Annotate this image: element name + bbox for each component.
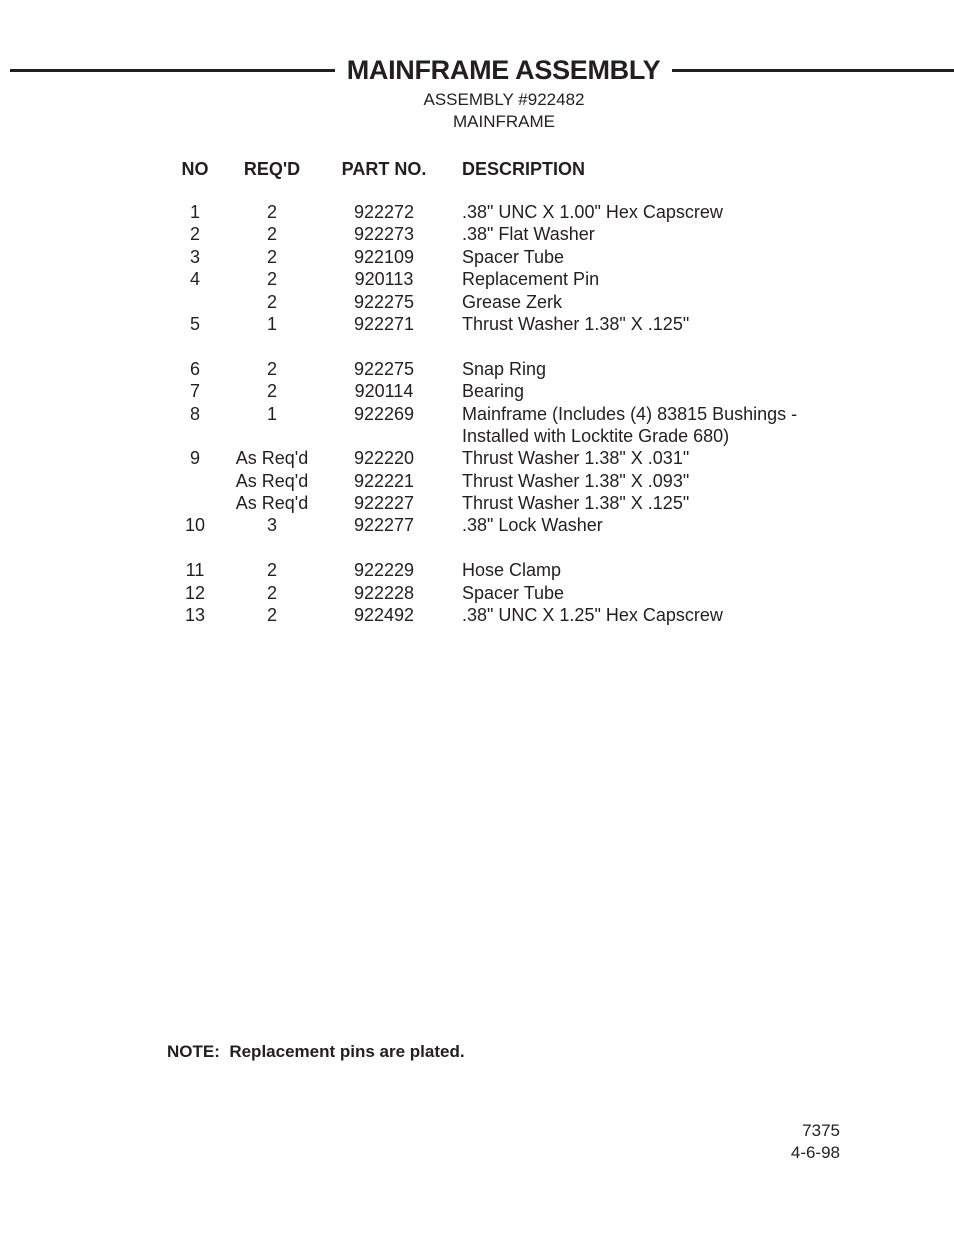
part-description: Spacer Tube: [462, 582, 565, 603]
quantity-required: 2: [266, 381, 277, 402]
table-row: [0, 201, 954, 223]
quantity-required: 2: [266, 202, 277, 222]
part-description: Snap Ring: [462, 358, 547, 379]
item-number: 7: [189, 381, 200, 402]
quantity-required: As Req'd: [235, 470, 309, 491]
part-description: Thrust Washer 1.38" X .093": [462, 470, 690, 491]
part-description: Grease Zerk: [462, 291, 563, 312]
part-description: .38" UNC X 1.25" Hex Capscrew: [462, 605, 723, 626]
part-description: Bearing: [462, 381, 525, 402]
part-number: 922269: [353, 403, 415, 424]
quantity-required: 2: [266, 224, 277, 245]
table-row: [0, 403, 954, 425]
part-description: Mainframe (Includes (4) 83815 Bushings -: [462, 403, 798, 424]
column-header-description: DESCRIPTION: [462, 159, 586, 179]
part-description: Replacement Pin: [462, 269, 600, 290]
table-row: [0, 291, 954, 313]
title-rule-right: [672, 69, 954, 72]
item-number: 3: [189, 246, 200, 267]
item-number: 2: [189, 224, 200, 245]
part-number: 922109: [353, 246, 415, 267]
table-row: [0, 582, 954, 604]
column-header-no: NO: [181, 159, 209, 179]
part-number: 922221: [353, 470, 415, 491]
part-number: 920114: [354, 381, 414, 402]
column-header-part-no: PART NO.: [341, 159, 427, 179]
part-number: 922227: [353, 493, 415, 514]
quantity-required: As Req'd: [235, 448, 309, 469]
table-row: [0, 358, 954, 380]
table-row: [0, 425, 954, 447]
page-number: 7375: [802, 1121, 840, 1140]
table-row: [0, 447, 954, 469]
title-rule-left: [10, 69, 335, 72]
part-number: 922273: [353, 224, 415, 245]
part-description: Thrust Washer 1.38" X .125": [462, 313, 690, 334]
item-number: 13: [184, 605, 206, 626]
group-spacer: [0, 537, 954, 559]
quantity-required: 2: [266, 582, 277, 603]
part-number: 920113: [354, 269, 414, 290]
quantity-required: 2: [266, 291, 277, 312]
table-row: [0, 380, 954, 402]
quantity-required: 1: [266, 313, 277, 334]
item-number: 5: [189, 313, 200, 334]
quantity-required: As Req'd: [235, 493, 309, 514]
part-description: .38" Lock Washer: [462, 515, 603, 536]
parts-list: [0, 201, 954, 626]
part-number: 922271: [353, 313, 415, 334]
part-description: Thrust Washer 1.38" X .125": [462, 493, 690, 514]
item-number: 12: [184, 582, 206, 603]
note-text: NOTE: Replacement pins are plated.: [167, 1042, 465, 1061]
table-row: [0, 514, 954, 536]
table-row: [0, 313, 954, 335]
item-number: 8: [189, 403, 200, 424]
quantity-required: 1: [266, 403, 277, 424]
part-number: 922220: [353, 448, 415, 469]
table-row: [0, 470, 954, 492]
part-number: 922272: [353, 202, 415, 222]
group-spacer: [0, 335, 954, 357]
item-number: 4: [189, 269, 200, 290]
table-row: [0, 223, 954, 245]
item-number: 11: [185, 560, 205, 581]
quantity-required: 2: [266, 246, 277, 267]
item-number: 10: [184, 515, 206, 536]
part-number: 922275: [353, 291, 415, 312]
part-number: 922228: [353, 582, 415, 603]
quantity-required: 2: [266, 269, 277, 290]
quantity-required: 2: [266, 560, 277, 581]
table-row: [0, 268, 954, 290]
part-description: Hose Clamp: [462, 560, 562, 581]
part-number: 922277: [353, 515, 415, 536]
part-description: .38" UNC X 1.00" Hex Capscrew: [462, 202, 723, 222]
part-number: 922492: [353, 605, 415, 626]
part-description: Installed with Locktite Grade 680): [462, 425, 730, 446]
part-description: Thrust Washer 1.38" X .031": [462, 448, 690, 469]
table-row: [0, 492, 954, 514]
column-header-reqd: REQ'D: [243, 159, 301, 179]
quantity-required: 3: [266, 515, 277, 536]
part-description: Spacer Tube: [462, 246, 565, 267]
part-number: 922229: [353, 560, 415, 581]
item-number: 9: [189, 448, 200, 469]
quantity-required: 2: [266, 605, 277, 626]
page-title: MAINFRAME ASSEMBLY: [346, 55, 661, 85]
item-number: 6: [189, 358, 200, 379]
assembly-name: MAINFRAME: [453, 112, 555, 131]
item-number: 1: [189, 202, 200, 222]
part-description: .38" Flat Washer: [462, 224, 595, 245]
revision-date: 4-6-98: [790, 1143, 840, 1162]
assembly-number: ASSEMBLY #922482: [423, 90, 585, 109]
table-row: [0, 604, 954, 626]
table-row: [0, 559, 954, 581]
quantity-required: 2: [266, 358, 277, 379]
part-number: 922275: [353, 358, 415, 379]
table-row: [0, 246, 954, 268]
